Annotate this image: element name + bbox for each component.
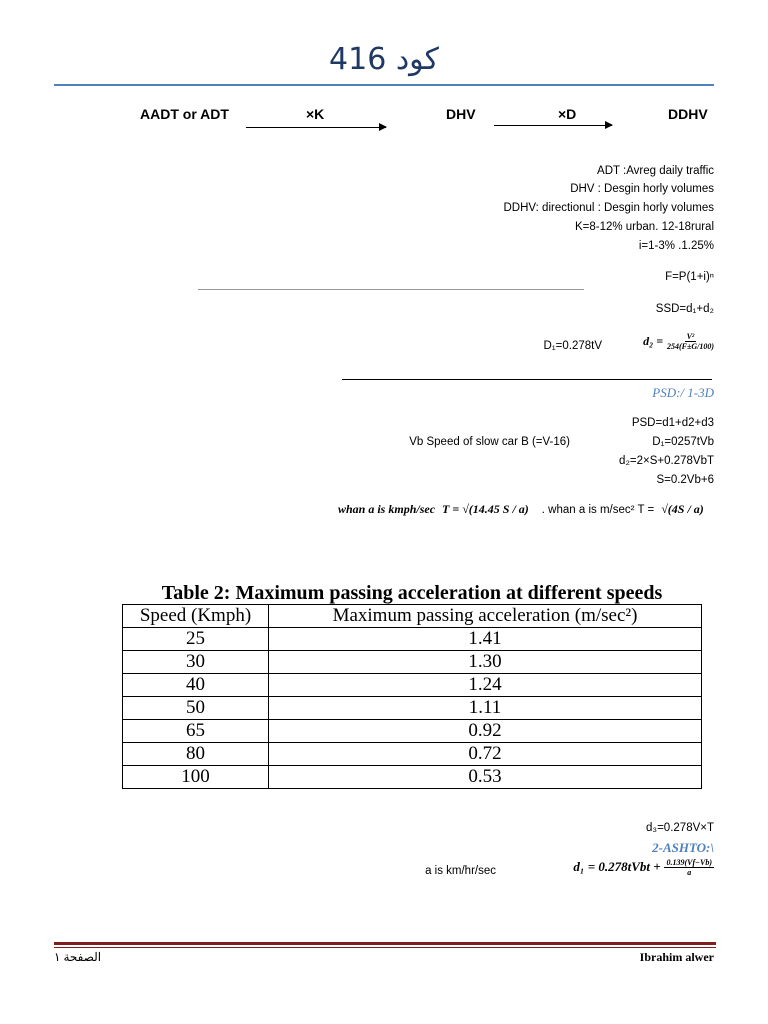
- ashto-d1-numerator: 0.139(Vf−Vb): [666, 858, 712, 867]
- definition-k: K=8-12% urban. 12-18rural: [574, 221, 714, 233]
- passing-acceleration-table: [122, 604, 702, 789]
- psd-divider: [342, 379, 712, 380]
- footer-author: Ibrahim alwer: [639, 950, 714, 964]
- title-divider: [54, 84, 714, 86]
- speed-cell: 40: [123, 674, 269, 697]
- acceleration-cell: 0.53: [269, 766, 702, 789]
- table-row: [123, 651, 702, 674]
- flow-arrow-1: [246, 127, 386, 128]
- ashto-d1-denominator: a: [687, 868, 692, 877]
- speed-cell: 80: [123, 743, 269, 766]
- ashto-heading: 2-ASHTO:\: [652, 840, 714, 855]
- time-formula-kmph: T = √(14.45 S / a): [442, 502, 529, 516]
- acceleration-cell: 1.24: [269, 674, 702, 697]
- flow-d: ×D: [558, 106, 577, 122]
- psd-sum: PSD=d1+d2+d3: [631, 417, 714, 429]
- ashto-d1-formula: [573, 858, 714, 877]
- page-title: كود 416: [329, 42, 439, 77]
- flow-k: ×K: [306, 106, 325, 122]
- header-speed: Speed (Kmph): [123, 605, 269, 628]
- speed-cell: 65: [123, 720, 269, 743]
- separator-line: [198, 289, 584, 290]
- ashto-unit-note: a is km/hr/sec: [425, 865, 496, 877]
- table-title: Table 2: Maximum passing acceleration at different speeds: [161, 582, 663, 604]
- psd-d1: D₁=0257tVb: [652, 436, 714, 448]
- acceleration-cell: 1.30: [269, 651, 702, 674]
- time-formulas: [338, 502, 704, 517]
- table-row: [123, 628, 702, 651]
- acceleration-cell: 0.72: [269, 743, 702, 766]
- table-row: [123, 674, 702, 697]
- header-acceleration: Maximum passing acceleration (m/sec²): [269, 605, 702, 628]
- flow-aadt: AADT or ADT: [140, 106, 229, 122]
- acceleration-cell: 0.92: [269, 720, 702, 743]
- psd-heading: PSD:/ 1-3D: [652, 385, 714, 400]
- flow-arrow-2: [494, 125, 612, 126]
- formula-d2-numerator: V²: [686, 332, 695, 341]
- definition-dhv: DHV : Desgin horly volumes: [570, 183, 714, 195]
- speed-cell: 100: [123, 766, 269, 789]
- formula-d3: d₃=0.278V×T: [646, 822, 714, 834]
- speed-cell: 30: [123, 651, 269, 674]
- speed-cell: 25: [123, 628, 269, 651]
- footer-rule-thick: [54, 942, 716, 945]
- time-formula-ms: √(4S / a): [661, 502, 704, 516]
- table-header-row: [123, 605, 702, 628]
- when-ms-label: . whan a is m/sec² T =: [541, 504, 655, 516]
- flow-ddhv: DDHV: [668, 106, 708, 122]
- formula-d2-fraction: [667, 332, 714, 351]
- psd-d2: d₂=2×S+0.278VbT: [619, 455, 714, 467]
- formula-ssd: SSD=d₁+d₂: [655, 303, 714, 315]
- speed-cell: 50: [123, 697, 269, 720]
- table-row: [123, 743, 702, 766]
- definition-ddhv: DDHV: directionul : Desgin horly volumes: [503, 202, 714, 214]
- ashto-d1-lhs: d₁ = 0.278tVbt +: [573, 859, 661, 874]
- psd-vb-note: Vb Speed of slow car B (=V-16): [409, 436, 570, 448]
- when-kmph-label: whan a is kmph/sec: [338, 502, 436, 516]
- psd-s: S=0.2Vb+6: [656, 474, 714, 486]
- flow-dhv: DHV: [446, 106, 476, 122]
- acceleration-cell: 1.11: [269, 697, 702, 720]
- footer-rule-thin: [54, 947, 716, 948]
- table-row: [123, 720, 702, 743]
- footer-page-label: الصفحة ١: [54, 950, 102, 964]
- acceleration-cell: 1.41: [269, 628, 702, 651]
- ashto-d1-fraction: [664, 858, 714, 877]
- definition-adt: ADT :Avreg daily traffic: [597, 165, 714, 177]
- formula-d2-lhs: d₂ =: [643, 334, 664, 348]
- table-row: [123, 766, 702, 789]
- definition-i: i=1-3% .1.25%: [638, 240, 714, 252]
- formula-d1: D₁=0.278tV: [543, 340, 602, 352]
- table-row: [123, 697, 702, 720]
- formula-d2: [643, 332, 714, 351]
- formula-d2-denominator: 254(F±G/100): [666, 342, 714, 351]
- formula-f: F=P(1+i)ⁿ: [665, 271, 714, 283]
